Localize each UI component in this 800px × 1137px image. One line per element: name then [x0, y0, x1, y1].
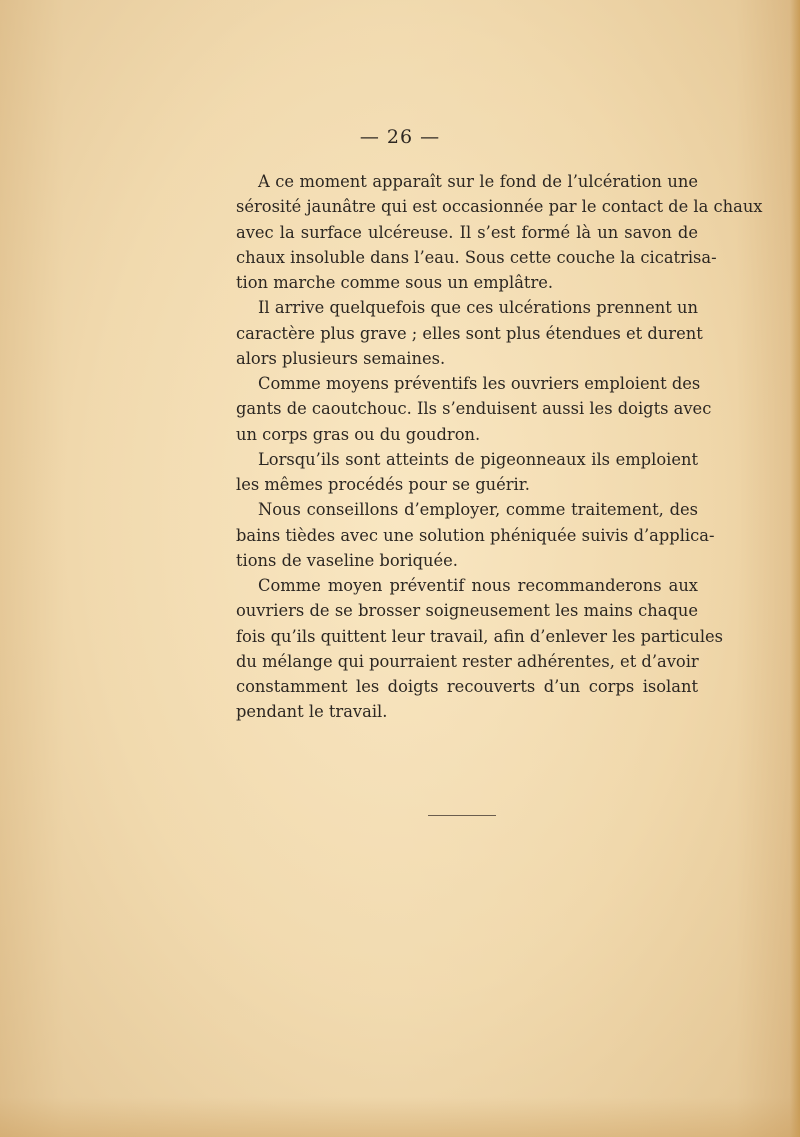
text-line: caractère plus grave ; elles sont plus étendues et durent — [236, 323, 703, 343]
text-line: pendant le travail. — [236, 702, 388, 722]
text-line: un corps gras ou du goudron. — [236, 424, 481, 444]
text-line: Nous conseillons d’employer, comme traitement, des — [258, 500, 698, 520]
text-line: les mêmes procédés pour se guérir. — [236, 475, 530, 494]
text-line: alors plusieurs semaines. — [236, 348, 446, 368]
text-line: gants de caoutchouc. Ils s’enduisent aussi les doigts avec — [236, 399, 712, 419]
text-line: fois qu’ils quittent leur travail, afin d’enlever les particules — [236, 626, 724, 646]
page-edge-right — [790, 0, 800, 1137]
text-line: tions de vaseline boriquée. — [236, 550, 458, 570]
text-line: constamment les doigts recouverts d’un corps isolant — [236, 677, 698, 696]
text-line: sérosité jaunâtre qui est occasionnée par le contact de la chaux — [236, 197, 763, 217]
text-line: bains tièdes avec une solution phéniquée suivis d’applica- — [236, 525, 715, 545]
text-line: chaux insoluble dans l’eau. Sous cette couche la cicatrisa- — [236, 247, 717, 267]
text-line: Comme moyen préventif nous recommanderons aux — [258, 576, 698, 595]
text-line: avec la surface ulcéreuse. Il s’est formé là un savon de — [236, 222, 698, 242]
text-line: Il arrive quelquefois que ces ulcérations prennent un — [258, 298, 698, 318]
page-edge-bottom — [0, 1097, 800, 1137]
text-line: A ce moment apparaît sur le fond de l’ulcération une — [258, 172, 698, 191]
text-line: Lorsqu’ils sont atteints de pigeonneaux ils emploient — [258, 449, 698, 469]
text-line: ouvriers de se brosser soigneusement les mains chaque — [236, 601, 698, 621]
body-text — [236, 169, 763, 725]
text-line: Comme moyens préventifs les ouvriers emploient des — [258, 374, 701, 393]
end-rule — [428, 815, 496, 816]
text-line: du mélange qui pourraient rester adhérentes, et d’avoir — [236, 651, 699, 671]
text-line: tion marche comme sous un emplâtre. — [236, 273, 554, 292]
page-number: — 26 — — [359, 126, 441, 148]
